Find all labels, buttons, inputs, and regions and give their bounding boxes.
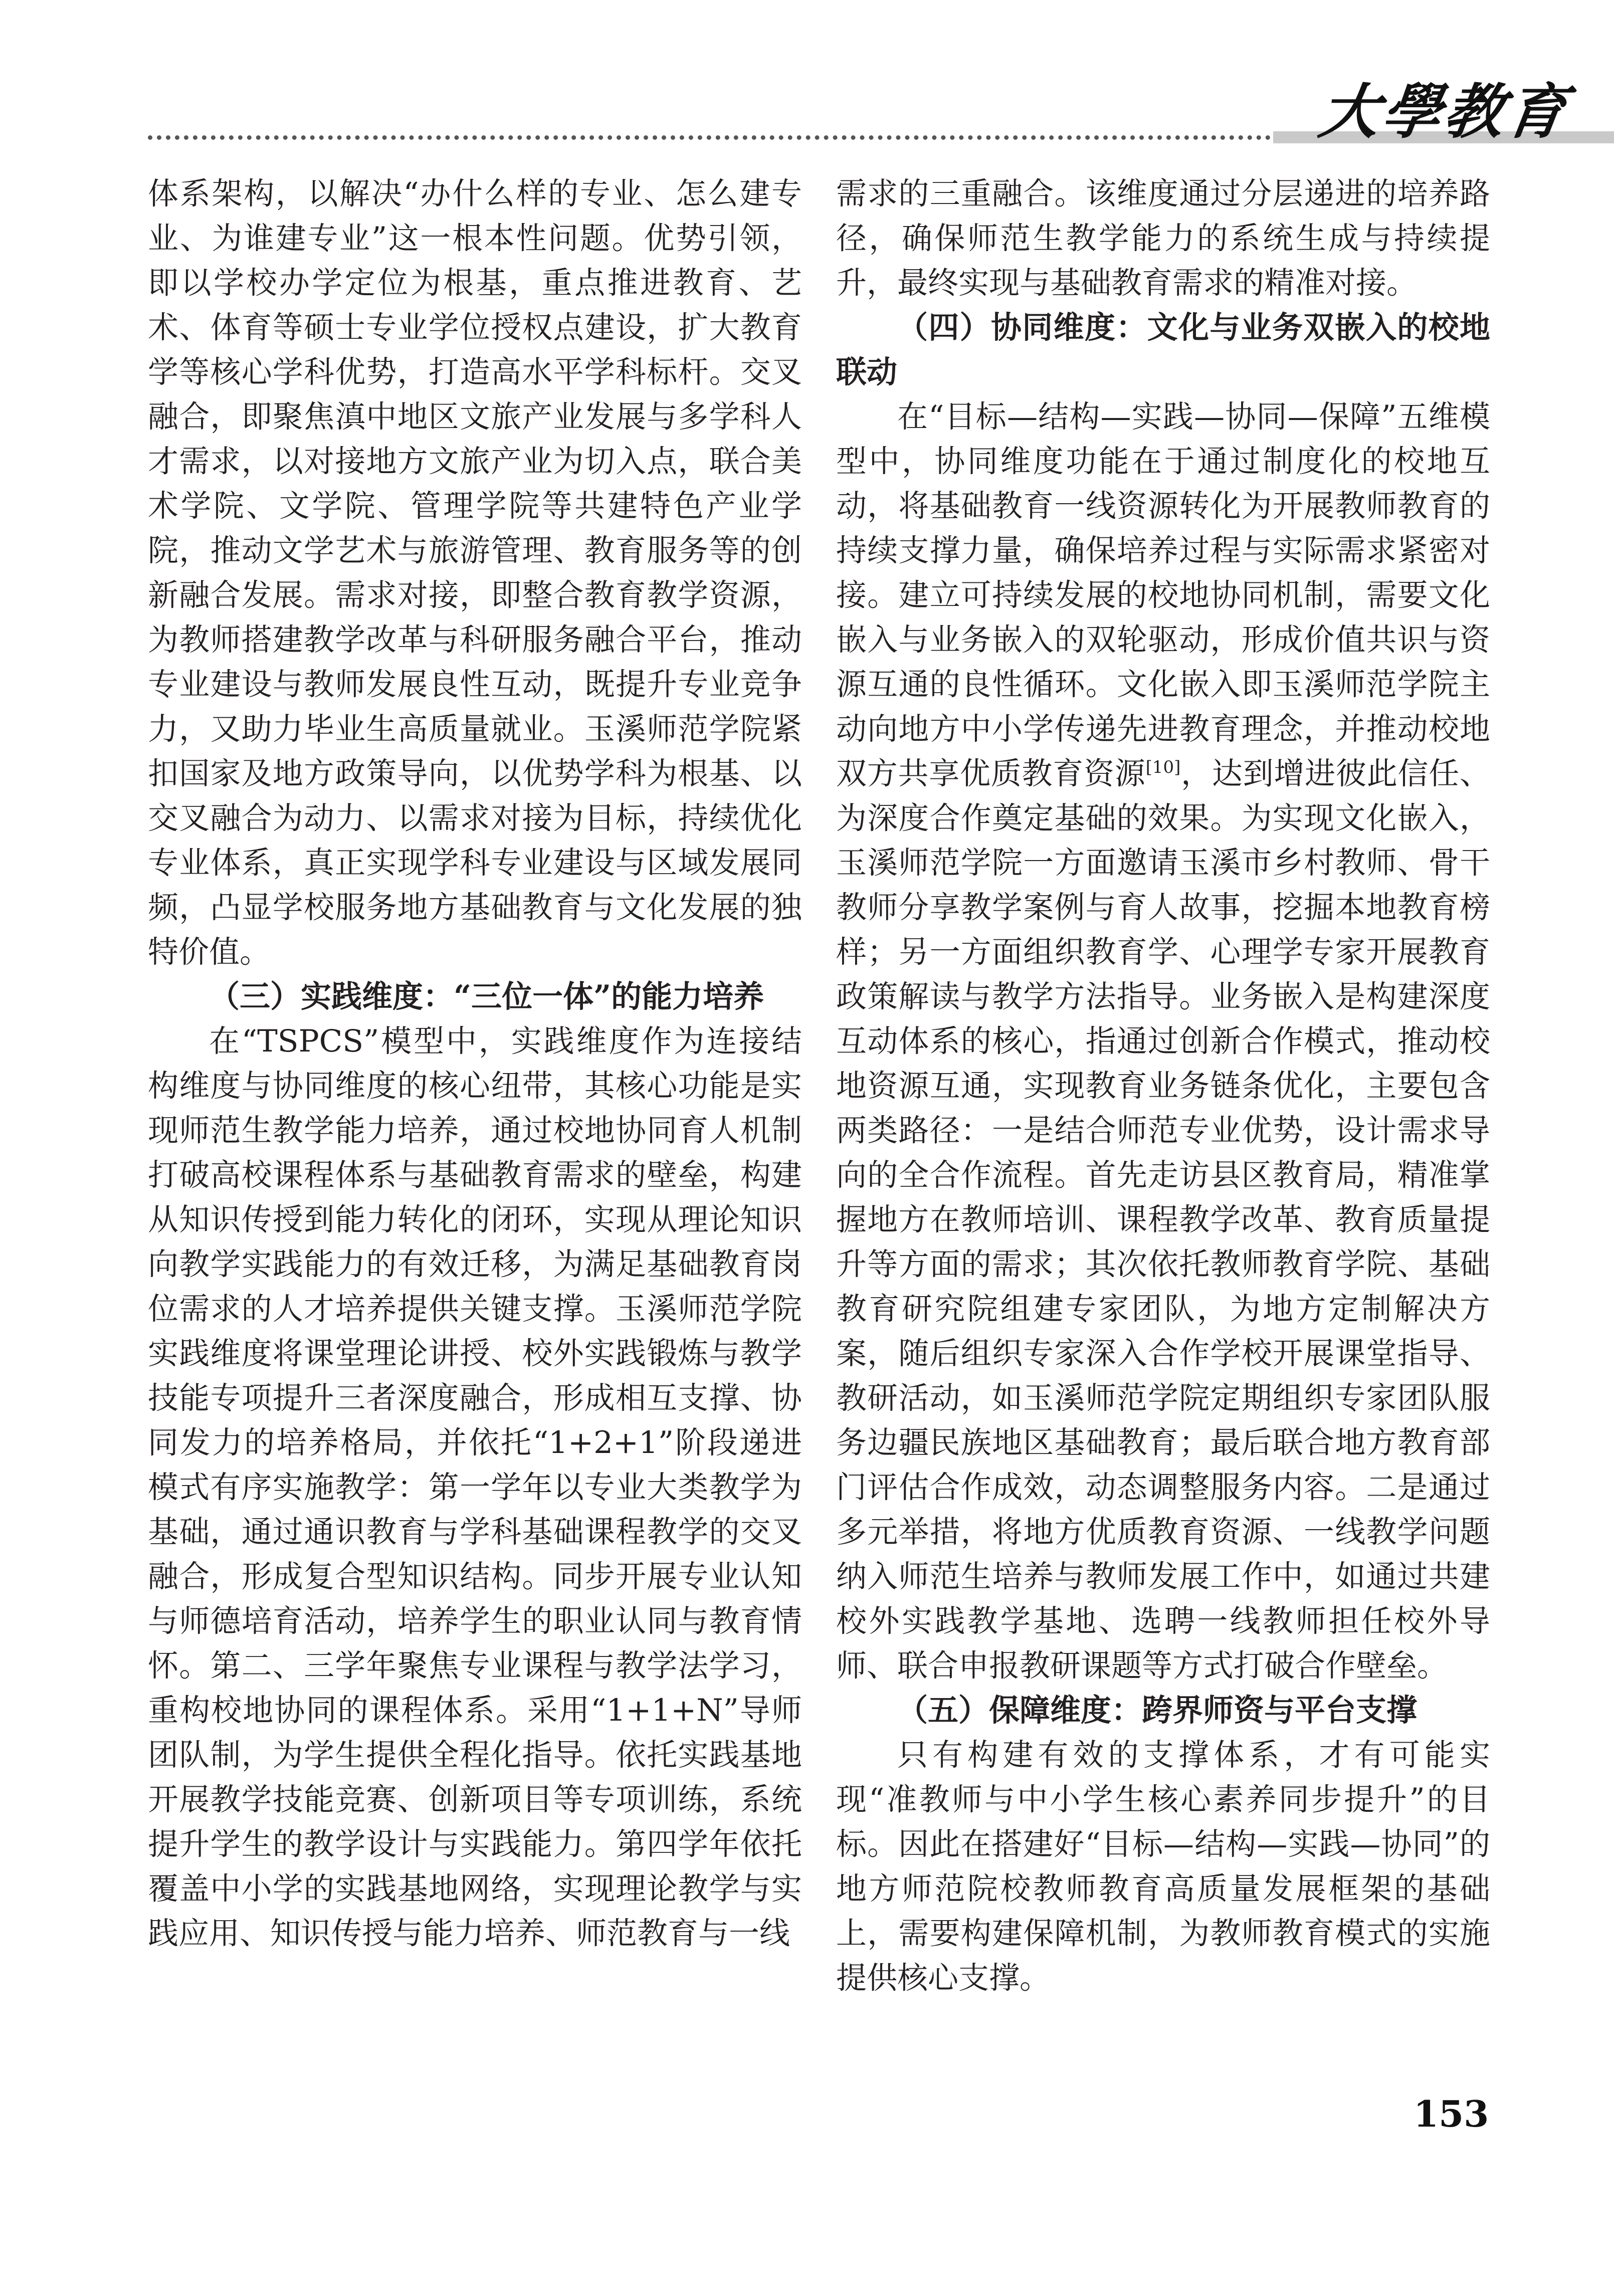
- section-heading-practice: （三）实践维度：“三位一体”的能力培养: [209, 979, 764, 1014]
- right-column: [836, 171, 1490, 2000]
- paragraph: 在“TSPCS”模型中，实践维度作为连接结构维度与协同维度的核心纽带，其核心功能是实现师范生教学能力培养，通过校地协同育人机制打破高校课程体系与基础教育需求的壁垒，构建从知识传授到能力转化的闭环，实现从理论知识向教学实践能力的有效迁移，为满足基础教育岗位需求的人才培养提供关键支撑。玉溪师范学院实践维度将课堂理论讲授、校外实践锻炼与教学技能专项提升三者深度融合，形成相互支撑、协同发力的培养格局，并依托“1+2+1”阶段递进模式有序实施教学：第一学年以专业大类教学为基础，通过通识教育与学科基础课程教学的交叉融合，形成复合型知识结构。同步开展专业认知与师德培育活动，培养学生的职业认同与教育情怀。第二、三学年聚焦专业课程与教学法学习，重构校地协同的课程体系。采用“1+1+N”导师团队制，为学生提供全程化指导。依托实践基地开展教学技能竞赛、创新项目等专项训练，系统提升学生的教学设计与实践能力。第四学年依托覆盖中小学的实践基地网络，实现理论教学与实践应用、知识传授与能力培养、师范教育与一线: [148, 1023, 802, 1951]
- paragraph: 需求的三重融合。该维度通过分层递进的培养路径，确保师范生教学能力的系统生成与持续提升，最终实现与基础教育需求的精准对接。: [836, 176, 1490, 301]
- section-heading-support: （五）保障维度：跨界师资与平台支撑: [897, 1693, 1418, 1728]
- journal-logo: 大學教育: [1315, 77, 1574, 146]
- paragraph-text: 在“目标—结构—实践—协同—保障”五维模型中，协同维度功能在于通过制度化的校地互动，将基础教育一线资源转化为开展教师教育的持续支撑力量，确保培养过程与实际需求紧密对接。建立可持续发展的校地协同机制，需要文化嵌入与业务嵌入的双轮驱动，形成价值共识与资源互通的良性循环。文化嵌入即玉溪师范学院主动向地方中小学传递先进教育理念，并推动校地双方共享优质教育资源: [836, 399, 1490, 791]
- paragraph: 只有构建有效的支撑体系，才有可能实现“准教师与中小学生核心素养同步提升”的目标。因此在搭建好“目标—结构—实践—协同”的地方师范院校教师教育高质量发展框架的基础上，需要构建保障机制，为教师教育模式的实施提供核心支撑。: [836, 1737, 1490, 1996]
- page-number: 153: [1414, 2093, 1489, 2135]
- paragraph-text: ，达到增进彼此信任、为深度合作奠定基础的效果。为实现文化嵌入，玉溪师范学院一方面邀请玉溪市乡村教师、骨干教师分享教学案例与育人故事，挖掘本地教育榜样；另一方面组织教育学、心理学专家开展教育政策解读与教学方法指导。业务嵌入是构建深度互动体系的核心，指通过创新合作模式，推动校地资源互通，实现教育业务链条优化，主要包含两类路径：一是结合师范专业优势，设计需求导向的全合作流程。首先走访县区教育局，精准掌握地方在教师培训、课程教学改革、教育质量提升等方面的需求；其次依托教师教育学院、基础教育研究院组建专家团队，为地方定制解决方案，随后组织专家深入合作学校开展课堂指导、教研活动，如玉溪师范学院定期组织专家团队服务边疆民族地区基础教育；最后联合地方教育部门评估合作成效，动态调整服务内容。二是通过多元举措，将地方优质教育资源、一线教学问题纳入师范生培养与教师发展工作中，如通过共建校外实践教学基地、选聘一线教师担任校外导师、联合申报教研课题等方式打破合作壁垒。: [836, 756, 1490, 1684]
- section-heading-collaboration: （四）协同维度：文化与业务双嵌入的校地联动: [836, 310, 1490, 390]
- left-column: [148, 171, 802, 1956]
- citation-ref: [10]: [1145, 757, 1181, 777]
- header-dotted-rule: [148, 135, 1271, 140]
- paragraph: [836, 394, 1490, 1688]
- paragraph: 体系架构，以解决“办什么样的专业、怎么建专业、为谁建专业”这一根本性问题。优势引领，即以学校办学定位为根基，重点推进教育、艺术、体育等硕士专业学位授权点建设，扩大教育学等核心学科优势，打造高水平学科标杆。交叉融合，即聚焦滇中地区文旅产业发展与多学科人才需求，以对接地方文旅产业为切入点，联合美术学院、文学院、管理学院等共建特色产业学院，推动文学艺术与旅游管理、教育服务等的创新融合发展。需求对接，即整合教育教学资源，为教师搭建教学改革与科研服务融合平台，推动专业建设与教师发展良性互动，既提升专业竞争力，又助力毕业生高质量就业。玉溪师范学院紧扣国家及地方政策导向，以优势学科为根基、以交叉融合为动力、以需求对接为目标，持续优化专业体系，真正实现学科专业建设与区域发展同频，凸显学校服务地方基础教育与文化发展的独特价值。: [148, 176, 802, 970]
